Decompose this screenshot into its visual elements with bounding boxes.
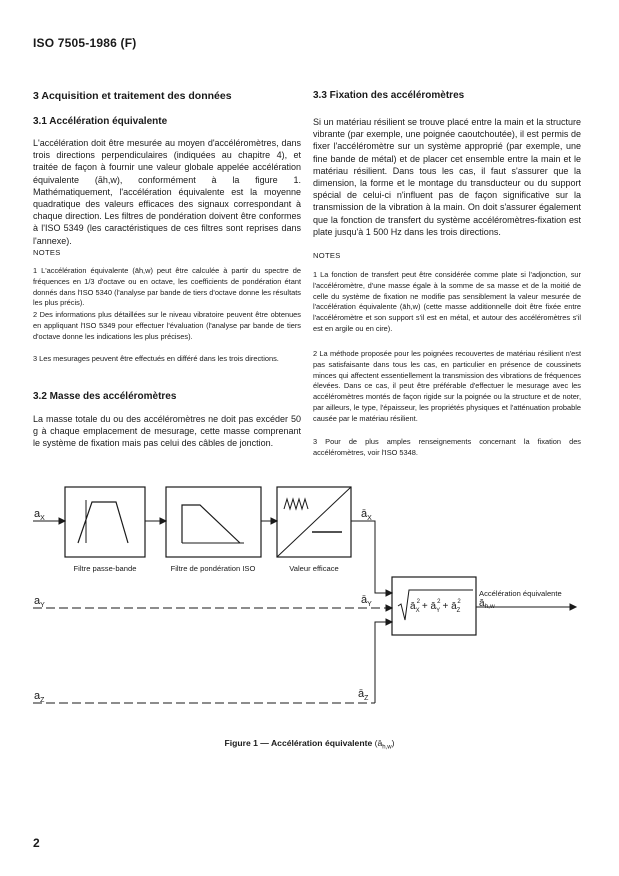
figure-caption-symbol: ā [377, 738, 383, 748]
rms-diagonal [277, 487, 351, 557]
section-3-1-body: L'accélération doit être mesurée au moyen d'accéléromètres, dans trois directions perpendiculaires (indiquées au chapitre 4), et traitée de façon à fournir une valeur globale appelée accélération équivalente (āh,w), conformément à la figure 1. Mathématiquement, l'accélération équivalente est la moyenne quadratique des valeurs efficaces des signaux correspondant à chaque direction. Les filtres de pondération doivent être conformes à l'ISO 5349 (les caractéristiques de ces filtres sont reprises dans l'annexe). [33, 138, 301, 246]
weighting-filter-block [166, 487, 261, 557]
x-output-line [351, 521, 392, 593]
output-ax-label: $ā_X$ [361, 508, 372, 522]
note-right-3: 3 Pour de plus amples renseignements concernant la fixation des accéléromètres, voir l'ISO 5348. [313, 437, 581, 457]
notes-label-left: NOTES [33, 248, 61, 257]
weighting-curve [182, 505, 240, 543]
page-number: 2 [33, 836, 40, 850]
rms-waveform [284, 499, 308, 509]
bandpass-label: Filtre passe-bande [73, 564, 137, 573]
figure-caption-prefix: Figure 1 [224, 738, 258, 748]
input-az-label: $a_Z$ [34, 690, 45, 704]
section-3-2-body: La masse totale du ou des accéléromètres ne doit pas excéder 50 g à chaque emplacement de mesurage, cette masse comprenant le système de fixation mais pas celui des câbles de jonction. [33, 414, 301, 449]
note-left-2: 2 Des informations plus détaillées sur le niveau vibratoire peuvent être obtenues en appliquant l'ISO 5349 pour effectuer l'évaluation (l'analyse par bande de tiers d'octave donne les indications les plus précises). [33, 310, 301, 341]
section-3-3-title: 3.3 Fixation des accéléromètres [313, 90, 465, 101]
figure-caption-title: Accélération équivalente [270, 738, 373, 748]
y-arrow [386, 605, 392, 611]
note-right-1: 1 La fonction de transfert peut être considérée comme plate si l'adjonction, sur l'accéléromètre, d'une masse égale à la somme de sa masse et de la moitié de celle du système de fixation ne modifie pas sensiblement la valeur mesurée de l'accélération équivalente (āh,w) (cette masse additionnelle doit être fixée entre l'accéléromètre et son support s'il est en métal, et autour des accéléromètres s'il est en argile ou en cire). [313, 270, 581, 333]
figure-caption-dash: — [257, 738, 271, 748]
x-link-2-arrow [271, 518, 277, 524]
note-left-3: 3 Les mesurages peuvent être effectués en différé dans les trois directions. [33, 354, 279, 363]
x-output-arrow [386, 590, 392, 596]
standard-header: ISO 7505-1986 (F) [33, 36, 137, 50]
output-arrow [570, 604, 576, 610]
figure-caption-subscript: h,w [382, 744, 392, 751]
rms-label: Valeur efficace [289, 564, 339, 573]
rms-block [277, 487, 351, 557]
section-3-1-title: 3.1 Accélération équivalente [33, 116, 168, 127]
weighting-label: Filtre de pondération ISO [170, 564, 256, 573]
output-ay-label: $ā_Y$ [361, 594, 372, 608]
result-label: Accélération équivalente [479, 589, 562, 598]
input-ax-label: $a_X$ [34, 508, 45, 522]
output-az-label: $ā_Z$ [358, 688, 369, 702]
figure-caption: Figure 1 — Accélération équivalente $(ā_{h,w})$ [224, 738, 395, 751]
sum-formula: $ā_X2$ + $ā_Y2$ + $ā_Z2$ [410, 599, 461, 614]
section-3-2-title: 3.2 Masse des accéléromètres [33, 391, 177, 402]
x-input-arrow [59, 518, 65, 524]
signal-z-path [33, 619, 392, 703]
signal-y-path [33, 605, 392, 611]
note-left-1: 1 L'accélération équivalente (āh,w) peut être calculée à partir du spectre de fréquences en 1/3 d'octave ou en octave, les coefficients de pondération étant donnés dans l'ISO 5340 (l'analyse par bande de tiers d'octave donne les résultats les plus précis). [33, 266, 301, 308]
x-link-1-arrow [160, 518, 166, 524]
figure-1-diagram [0, 470, 619, 730]
z-arrow [386, 619, 392, 625]
bandpass-filter-block [65, 487, 145, 557]
note-right-2: 2 La méthode proposée pour les poignées recouvertes de matériau résilient n'est pas satisfaisante dans tous les cas, en particulier en présence de coussinets minces qui affectent essentiellement la transmission des vibrations de fréquences élevées. Dans ce cas, il peut être préférable d'effectuer le mesurage avec les accéléromètres montés de façon rigide sur la poignée ou la structure et de noter, par ailleurs, le type, l'épaisseur, les propriétés physiques et l'atténuation probable causée par le matériau résilient. [313, 349, 581, 423]
input-ay-label: $a_Y$ [34, 595, 45, 609]
notes-label-right: NOTES [313, 251, 341, 260]
z-riser [375, 622, 392, 703]
section-3-3-body: Si un matériau résilient se trouve placé entre la main et la structure vibrante (par exemple, une poignée caoutchoutée), il est permis de fixer l'accéléromètre sur un système approprié (par exemple, une fine bande de métal) et de placer cet ensemble entre la main et le matériau résilient. Dans tous les cas, il faut s'assurer que la dimension, la forme et le montage du transducteur ou du support spécial de celui-ci n'influent pas de façon significative sur la transmission de la vibration à la main. On doit s'assurer également que la fonction de transfert du système accéléromètres-fixation est plate jusqu'à 1 500 Hz dans les trois directions. [313, 117, 581, 237]
result-symbol: $ā_{h,w}$ [479, 598, 495, 610]
chapter-title: 3 Acquisition et traitement des données [33, 90, 232, 102]
